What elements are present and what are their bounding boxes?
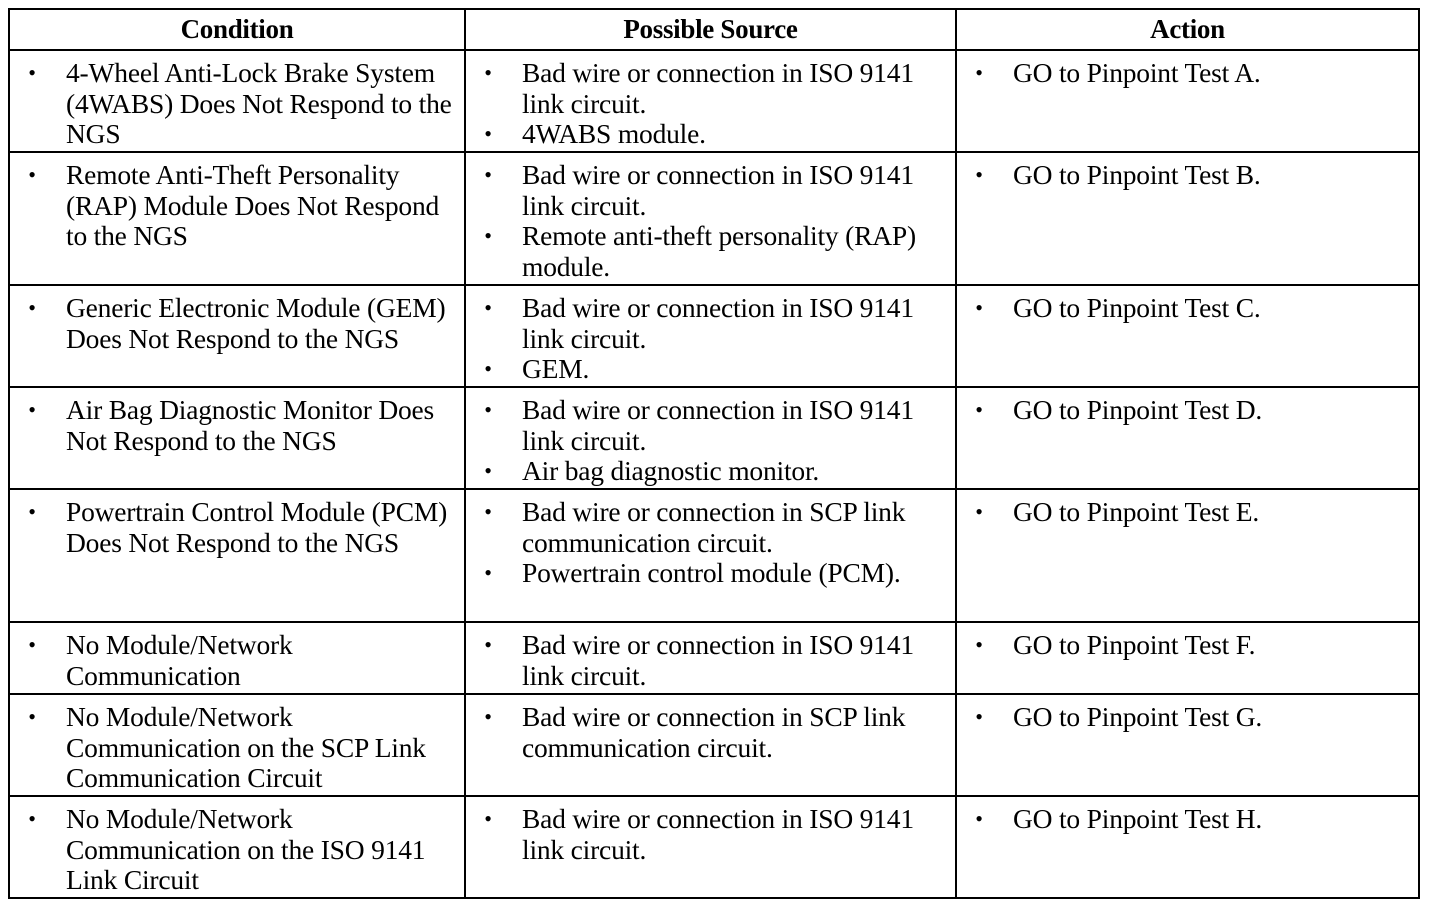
condition-cell xyxy=(9,694,465,796)
list-item-text: Remote anti-theft personality (RAP) module. xyxy=(522,220,916,282)
possible-source-cell xyxy=(465,694,956,796)
condition-cell xyxy=(9,152,465,285)
bullet-icon: • xyxy=(28,632,36,657)
list-item-text: Air bag diagnostic monitor. xyxy=(522,455,820,486)
condition-cell xyxy=(9,285,465,387)
bullet-icon: • xyxy=(975,632,983,657)
bullet-icon: • xyxy=(484,458,492,483)
list-item xyxy=(10,160,460,252)
list-item xyxy=(10,630,460,691)
bullet-list xyxy=(957,388,1418,426)
bullet-list xyxy=(957,797,1418,835)
action-cell xyxy=(956,694,1419,796)
action-cell xyxy=(956,285,1419,387)
bullet-icon: • xyxy=(975,704,983,729)
condition-cell xyxy=(9,50,465,152)
diagnostic-table xyxy=(8,8,1420,899)
list-item xyxy=(10,58,460,150)
list-item-text: Bad wire or connection in ISO 9141 link circuit. xyxy=(522,57,914,119)
list-item-text: GO to Pinpoint Test E. xyxy=(1013,496,1260,527)
possible-source-cell xyxy=(465,489,956,622)
condition-cell xyxy=(9,489,465,622)
possible-source-cell xyxy=(465,50,956,152)
list-item-text: Remote Anti-Theft Personality (RAP) Module Does Not Respond to the NGS xyxy=(66,159,440,251)
bullet-icon: • xyxy=(28,60,36,85)
list-item-text: No Module/Network Communication on the ISO 9141 Link Circuit xyxy=(66,803,426,895)
bullet-list xyxy=(10,490,464,558)
bullet-icon: • xyxy=(975,806,983,831)
header-row xyxy=(9,9,1419,50)
action-cell xyxy=(956,152,1419,285)
list-item xyxy=(466,497,951,558)
bullet-list xyxy=(957,695,1418,733)
table-row xyxy=(9,622,1419,694)
list-item-text: Generic Electronic Module (GEM) Does Not Respond to the NGS xyxy=(66,292,446,354)
bullet-icon: • xyxy=(484,560,492,585)
list-item xyxy=(10,293,460,354)
list-item xyxy=(10,804,460,896)
header-condition: Condition xyxy=(9,9,465,50)
list-item xyxy=(466,354,951,385)
bullet-list xyxy=(466,51,955,150)
table-row xyxy=(9,50,1419,152)
action-cell xyxy=(956,622,1419,694)
bullet-icon: • xyxy=(484,806,492,831)
bullet-list xyxy=(466,695,955,763)
list-item-text: Bad wire or connection in ISO 9141 link circuit. xyxy=(522,803,914,865)
action-cell xyxy=(956,50,1419,152)
list-item xyxy=(466,293,951,354)
bullet-icon: • xyxy=(975,397,983,422)
table-row xyxy=(9,489,1419,622)
list-item xyxy=(466,119,951,150)
bullet-list xyxy=(957,51,1418,89)
action-cell xyxy=(956,796,1419,898)
action-cell xyxy=(956,489,1419,622)
bullet-list xyxy=(466,490,955,589)
bullet-list xyxy=(957,153,1418,191)
possible-source-cell xyxy=(465,152,956,285)
list-item xyxy=(466,630,951,691)
list-item xyxy=(957,497,1414,528)
list-item xyxy=(466,58,951,119)
list-item xyxy=(957,58,1414,89)
bullet-list xyxy=(10,623,464,691)
bullet-list xyxy=(957,490,1418,528)
bullet-icon: • xyxy=(28,806,36,831)
list-item xyxy=(957,804,1414,835)
bullet-list xyxy=(466,797,955,865)
list-item-text: Bad wire or connection in ISO 9141 link circuit. xyxy=(522,292,914,354)
list-item xyxy=(466,221,951,282)
bullet-icon: • xyxy=(28,397,36,422)
list-item-text: GO to Pinpoint Test D. xyxy=(1013,394,1263,425)
list-item xyxy=(466,804,951,865)
list-item-text: GO to Pinpoint Test B. xyxy=(1013,159,1261,190)
table-body xyxy=(9,50,1419,898)
table-row xyxy=(9,285,1419,387)
list-item-text: Bad wire or connection in SCP link communication circuit. xyxy=(522,701,906,763)
bullet-list xyxy=(466,623,955,691)
list-item-text: GO to Pinpoint Test C. xyxy=(1013,292,1261,323)
bullet-icon: • xyxy=(484,632,492,657)
list-item-text: Powertrain Control Module (PCM) Does Not Respond to the NGS xyxy=(66,496,448,558)
condition-cell xyxy=(9,622,465,694)
list-item-text: 4WABS module. xyxy=(522,118,706,149)
table-row xyxy=(9,796,1419,898)
list-item xyxy=(466,702,951,763)
list-item-text: Air Bag Diagnostic Monitor Does Not Respond to the NGS xyxy=(66,394,435,456)
bullet-icon: • xyxy=(975,60,983,85)
bullet-icon: • xyxy=(484,162,492,187)
bullet-list xyxy=(466,153,955,282)
table-row xyxy=(9,694,1419,796)
list-item-text: GO to Pinpoint Test G. xyxy=(1013,701,1263,732)
list-item-text: Bad wire or connection in ISO 9141 link circuit. xyxy=(522,159,914,221)
table-row xyxy=(9,387,1419,489)
list-item-text: Bad wire or connection in ISO 9141 link circuit. xyxy=(522,629,914,691)
bullet-icon: • xyxy=(484,60,492,85)
list-item-text: Bad wire or connection in ISO 9141 link circuit. xyxy=(522,394,914,456)
list-item xyxy=(957,630,1414,661)
bullet-list xyxy=(957,286,1418,324)
bullet-icon: • xyxy=(484,356,492,381)
list-item xyxy=(466,456,951,487)
list-item xyxy=(957,160,1414,191)
bullet-list xyxy=(466,388,955,487)
list-item-text: GEM. xyxy=(522,353,590,384)
bullet-icon: • xyxy=(975,295,983,320)
condition-cell xyxy=(9,796,465,898)
bullet-list xyxy=(10,797,464,896)
bullet-list xyxy=(10,153,464,252)
list-item xyxy=(957,702,1414,733)
list-item-text: GO to Pinpoint Test F. xyxy=(1013,629,1256,660)
list-item-text: No Module/Network Communication xyxy=(66,629,293,691)
bullet-icon: • xyxy=(484,121,492,146)
list-item xyxy=(466,160,951,221)
list-item xyxy=(10,702,460,794)
bullet-list xyxy=(10,695,464,794)
bullet-icon: • xyxy=(484,295,492,320)
action-cell xyxy=(956,387,1419,489)
list-item xyxy=(466,558,951,589)
list-item xyxy=(466,395,951,456)
bullet-icon: • xyxy=(28,295,36,320)
bullet-icon: • xyxy=(484,499,492,524)
bullet-list xyxy=(466,286,955,385)
list-item xyxy=(10,395,460,456)
list-item-text: GO to Pinpoint Test H. xyxy=(1013,803,1263,834)
table-header xyxy=(9,9,1419,50)
bullet-list xyxy=(957,623,1418,661)
possible-source-cell xyxy=(465,796,956,898)
bullet-icon: • xyxy=(975,162,983,187)
possible-source-cell xyxy=(465,387,956,489)
list-item-text: Bad wire or connection in SCP link communication circuit. xyxy=(522,496,906,558)
possible-source-cell xyxy=(465,622,956,694)
header-possible-source: Possible Source xyxy=(465,9,956,50)
list-item-text: Powertrain control module (PCM). xyxy=(522,557,901,588)
bullet-icon: • xyxy=(28,499,36,524)
condition-cell xyxy=(9,387,465,489)
bullet-list xyxy=(10,286,464,354)
header-action: Action xyxy=(956,9,1419,50)
bullet-icon: • xyxy=(484,704,492,729)
list-item xyxy=(957,395,1414,426)
bullet-icon: • xyxy=(28,162,36,187)
list-item xyxy=(957,293,1414,324)
bullet-icon: • xyxy=(484,397,492,422)
list-item-text: GO to Pinpoint Test A. xyxy=(1013,57,1261,88)
list-item-text: No Module/Network Communication on the SCP Link Communication Circuit xyxy=(66,701,426,793)
list-item-text: 4-Wheel Anti-Lock Brake System (4WABS) Does Not Respond to the NGS xyxy=(66,57,452,149)
list-item xyxy=(10,497,460,558)
bullet-icon: • xyxy=(484,223,492,248)
bullet-list xyxy=(10,51,464,150)
bullet-list xyxy=(10,388,464,456)
bullet-icon: • xyxy=(975,499,983,524)
possible-source-cell xyxy=(465,285,956,387)
table-row xyxy=(9,152,1419,285)
bullet-icon: • xyxy=(28,704,36,729)
